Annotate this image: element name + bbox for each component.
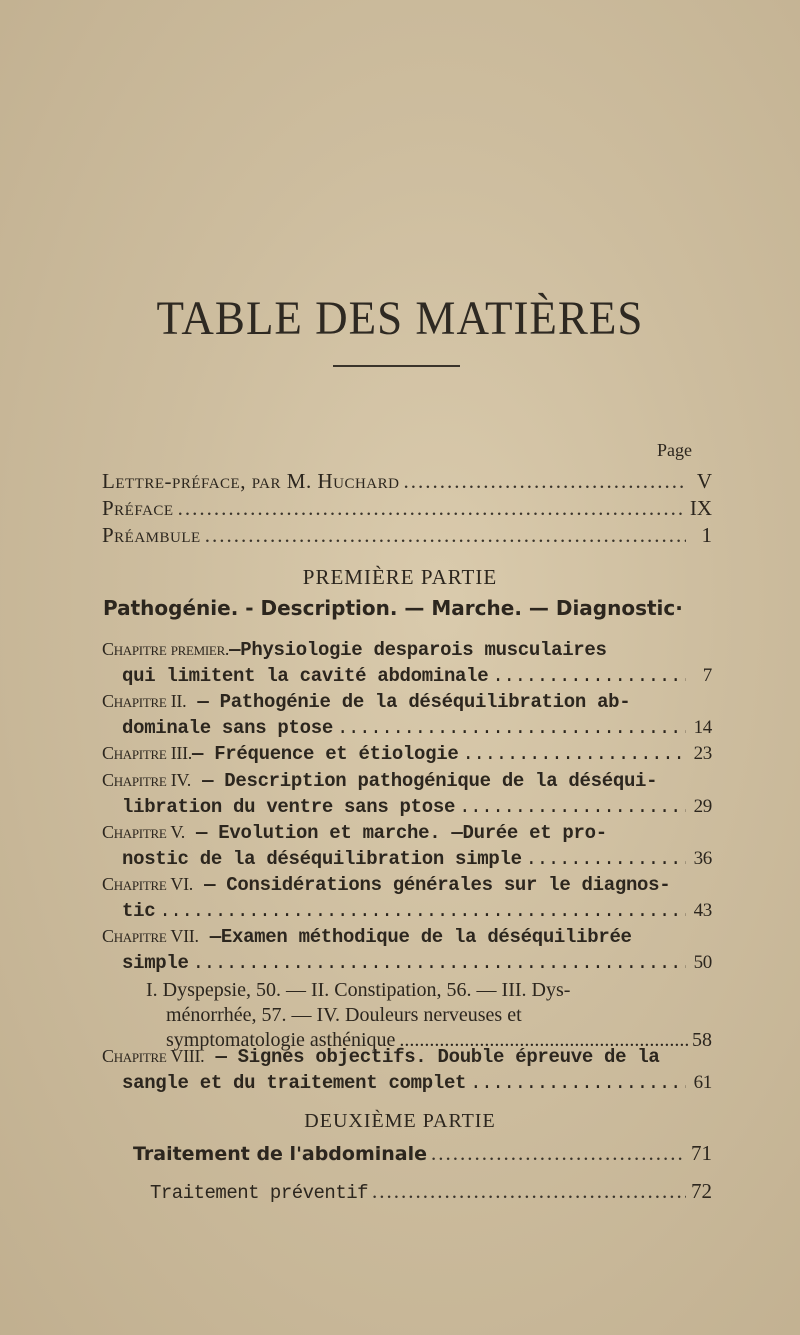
leader-dots bbox=[462, 742, 686, 767]
chapter-title-line1: — Evolution et marche. —Durée et pro- bbox=[184, 822, 607, 844]
title-rule bbox=[333, 365, 460, 367]
chapter-page: 29 bbox=[693, 796, 712, 817]
leader-dots bbox=[178, 495, 686, 521]
chapter-title-line2: qui limitent la cavité abdominale bbox=[122, 665, 489, 687]
toc-chapter-1 bbox=[102, 637, 712, 689]
toc-chapter-4 bbox=[102, 768, 712, 820]
toc-chapter-7 bbox=[102, 924, 712, 976]
entry-label: Préface bbox=[102, 496, 174, 520]
subsection-page: 58 bbox=[692, 1029, 712, 1051]
chapter-title-line1: — Fréquence et étiologie bbox=[191, 743, 459, 765]
chapter-label: Chapitre VI. bbox=[102, 874, 193, 894]
toc-chapter-5 bbox=[102, 820, 712, 872]
subsection-line3: symptomatologie asthénique bbox=[166, 1029, 396, 1051]
chapter-page: 36 bbox=[693, 848, 712, 869]
entry-page: 72 bbox=[691, 1179, 712, 1203]
chapter-title-line1: — Description pathogénique de la déséqui- bbox=[190, 770, 658, 792]
chapter-title-line2: libration du ventre sans ptose bbox=[122, 796, 456, 818]
part2-heading: DEUXIÈME PARTIE bbox=[304, 1110, 496, 1132]
subsection-line2: ménorrhée, 57. — IV. Douleurs nerveuses et bbox=[166, 1004, 522, 1026]
leader-dots bbox=[470, 1071, 686, 1096]
entry-page: 71 bbox=[691, 1141, 712, 1165]
toc-chapter-8 bbox=[102, 1044, 712, 1096]
leader-dots bbox=[372, 1178, 686, 1204]
chapter-page: 61 bbox=[693, 1072, 712, 1093]
entry-page: 1 bbox=[701, 523, 712, 547]
part1-subtitle: Pathogénie. - Description. — Marche. — Diagnostic· bbox=[103, 596, 683, 620]
chapter-label: Chapitre III. bbox=[102, 743, 192, 763]
leader-dots bbox=[205, 522, 686, 548]
chapter-label: Chapitre V. bbox=[102, 822, 185, 842]
chapter-label: Chapitre II. bbox=[102, 691, 187, 711]
chapter-label: Chapitre VIII. bbox=[102, 1046, 205, 1066]
entry-label: Lettre-préface, par M. Huchard bbox=[102, 469, 400, 493]
toc-chapter-3 bbox=[102, 741, 712, 767]
chapter-title-line2: nostic de la déséquilibration simple bbox=[122, 848, 522, 870]
chapter-page: 14 bbox=[693, 717, 712, 738]
part1-heading: PREMIÈRE PARTIE bbox=[302, 565, 498, 589]
chapter-title-line1: —Examen méthodique de la déséquilibrée bbox=[198, 926, 632, 948]
chapter-title-line1: — Signes objectifs. Double épreuve de la bbox=[204, 1046, 660, 1068]
chapter-title-line1: —Physiologie desparois musculaires bbox=[229, 639, 607, 661]
chapter-title-line2: tic bbox=[122, 900, 156, 922]
leader-dots bbox=[403, 468, 686, 494]
leader-dots bbox=[337, 716, 686, 741]
chapter-title-line1: — Pathogénie de la déséquilibration ab- bbox=[186, 691, 631, 713]
leader-dots bbox=[459, 795, 686, 820]
chapter-label: Chapitre VII. bbox=[102, 926, 199, 946]
entry-label: Préambule bbox=[102, 523, 201, 547]
leader-dots bbox=[159, 899, 686, 924]
entry-page: IX bbox=[689, 496, 712, 520]
leader-dots bbox=[492, 664, 686, 689]
toc-chapter-2 bbox=[102, 689, 712, 741]
chapter-title-line2: sangle et du traitement complet bbox=[122, 1072, 467, 1094]
chapter-page: 23 bbox=[693, 743, 712, 764]
entry-page: V bbox=[696, 469, 712, 493]
page-title: TABLE DES MATIÈRES bbox=[156, 291, 644, 345]
toc-entry-preface bbox=[102, 495, 712, 521]
page-column-heading: Page bbox=[657, 440, 692, 460]
leader-dots bbox=[431, 1140, 686, 1166]
toc-part2-subtitle bbox=[133, 1140, 712, 1167]
subsection-line1: I. Dyspepsie, 50. — II. Constipation, 56. — III. Dys- bbox=[146, 979, 571, 1001]
entry-label: Traitement préventif bbox=[150, 1182, 369, 1204]
toc-entry-traitement-preventif bbox=[150, 1178, 712, 1206]
chapter-label: Chapitre IV. bbox=[102, 770, 191, 790]
chapter-page: 50 bbox=[693, 952, 712, 973]
leader-dots bbox=[193, 951, 686, 976]
leader-dots bbox=[526, 847, 686, 872]
chapter-page: 43 bbox=[693, 900, 712, 921]
toc-entry-preambule bbox=[102, 522, 712, 548]
toc-entry-lettre-preface bbox=[102, 468, 712, 494]
toc-chapter-6 bbox=[102, 872, 712, 924]
part2-subtitle: Traitement de l'abdominale bbox=[133, 1143, 428, 1165]
chapter-title-line2: simple bbox=[122, 952, 189, 974]
chapter-label: Chapitre premier. bbox=[102, 639, 230, 659]
chapter-title-line1: — Considérations générales sur le diagnos- bbox=[192, 874, 671, 896]
chapter-title-line2: dominale sans ptose bbox=[122, 717, 333, 739]
chapter-page: 7 bbox=[702, 665, 712, 686]
toc-subsections bbox=[146, 978, 712, 1053]
